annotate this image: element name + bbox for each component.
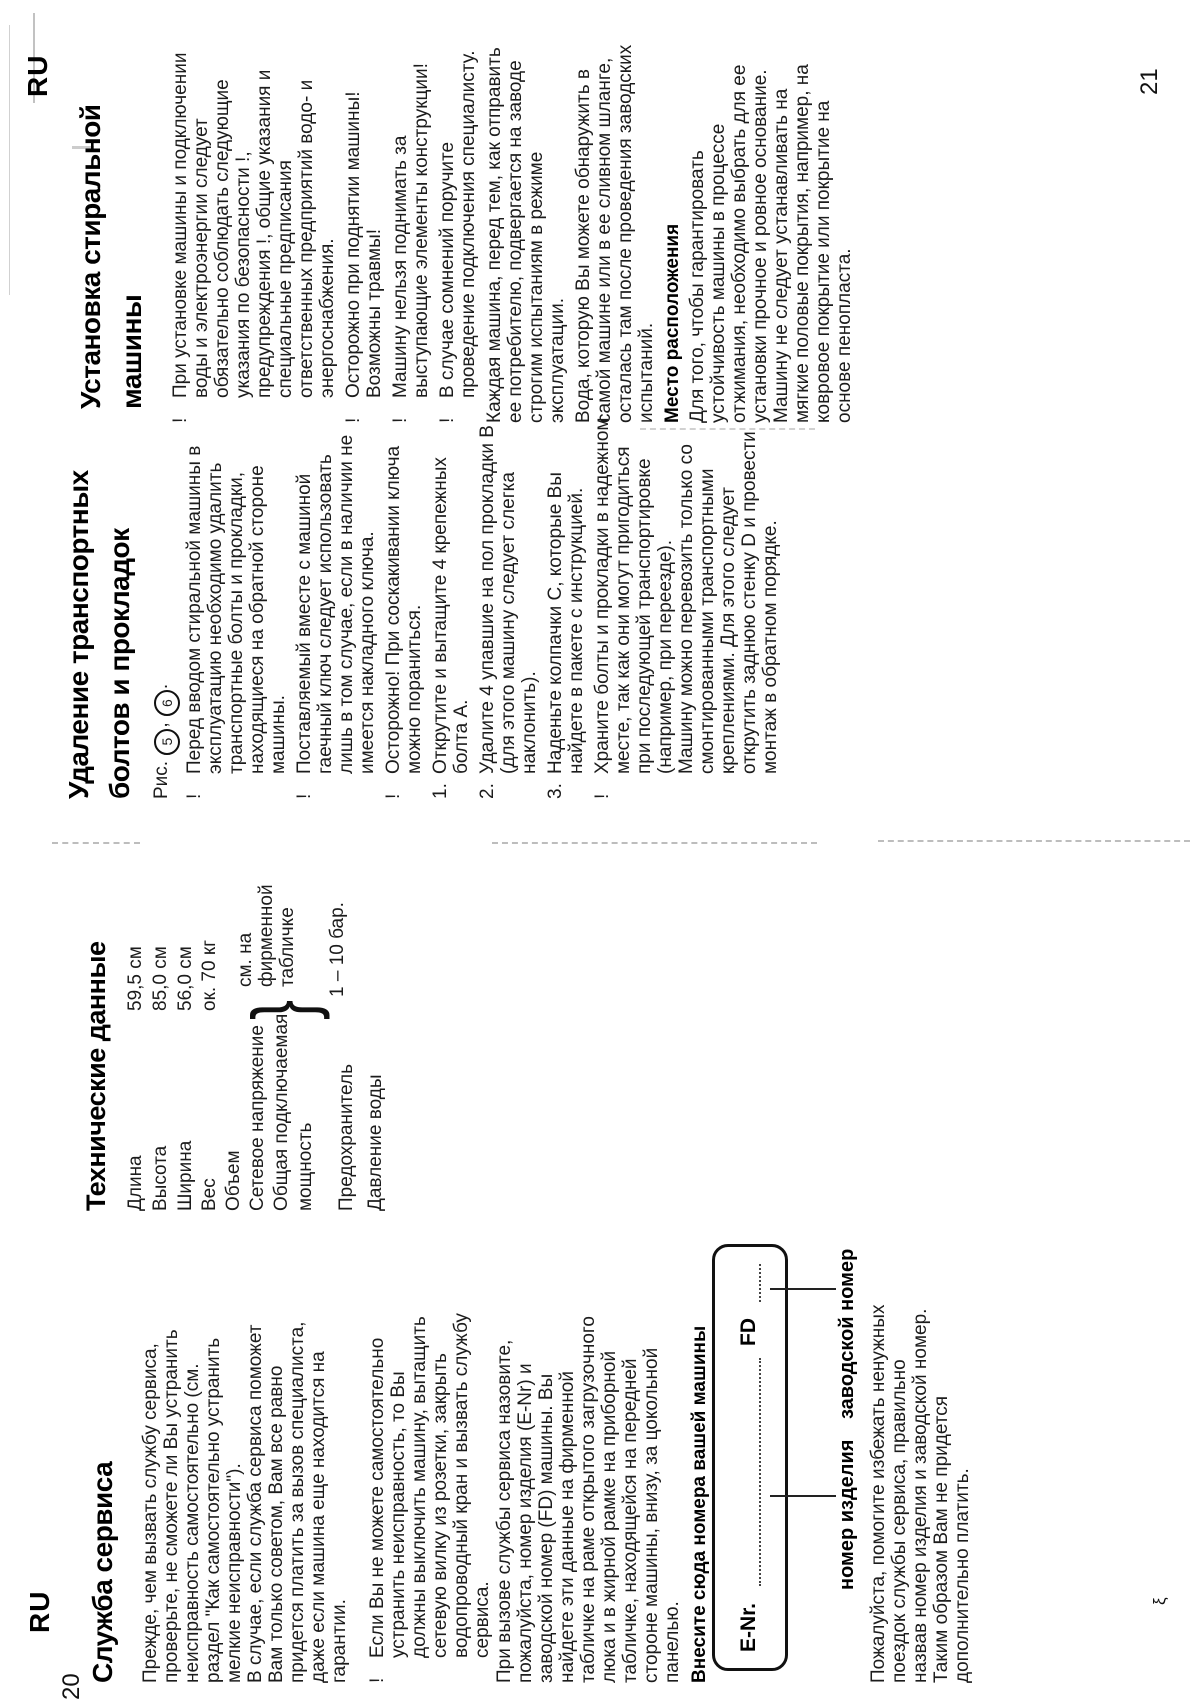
exclamation-bullet: ! bbox=[294, 793, 315, 799]
tech-label-pressure: Давление воды bbox=[365, 1074, 386, 1211]
tech-brace: } bbox=[235, 999, 331, 1020]
product-number-label: номер изделия bbox=[836, 1439, 858, 1590]
installation-title bbox=[70, 104, 152, 409]
tech-label-power-2: мощность bbox=[295, 1122, 316, 1211]
tech-label-length: Длина bbox=[125, 1155, 146, 1211]
transport-bolts-body bbox=[184, 419, 786, 799]
tech-value-pressure: 1 – 10 бар. bbox=[327, 902, 348, 997]
removal-step-3-text: Наденьте колпачки C, которые Вы найдете в пакете с инструкцией. bbox=[545, 472, 587, 774]
transport-bolts-title bbox=[58, 470, 140, 799]
tech-value-width: 56,0 см bbox=[175, 946, 196, 1011]
enter-numbers-label: Внесите сюда номера вашей машины bbox=[689, 1325, 710, 1683]
exclamation-bullet: ! bbox=[390, 417, 411, 423]
install-paragraph-7: Для того, чтобы гарантировать устойчивость машины в процессе отжимания, необходимо выбрать для ее установки прочное и ровное основание. Машину не следует устанавливать на мягкие половые покрытия, например, на ковровое покрытие или покрытие на основе пенопласта. bbox=[687, 64, 855, 423]
installation-section bbox=[70, 19, 870, 423]
serial-number-label: заводской номер bbox=[836, 1248, 858, 1419]
tech-label-volume: Объем bbox=[223, 1150, 244, 1211]
removal-step-2-text: Удалите 4 упавшие на пол прокладки B (для этого машину следует слегка наклонить). bbox=[477, 425, 540, 774]
figure-5-badge: 5 bbox=[154, 729, 180, 755]
service-paragraph-3: При вызове службы сервиса назовите, пожалуйста, номер изделия (E-Nr) и заводской номер (FD) машины. Вы найдете эти данные на фирменной табличке на раме открытого загрузочного люка и в жирной рамке на приборной табличке, находящейся на передней стороне машины, внизу, за цокольной панелью. bbox=[494, 1316, 683, 1683]
gutter-fold-line-middle bbox=[492, 842, 817, 844]
exclamation-bullet: ! bbox=[170, 417, 191, 423]
install-paragraph-1 bbox=[170, 19, 338, 423]
fd-label: FD bbox=[737, 1318, 760, 1346]
transport-bolts-title-line-1: Удаление транспортных bbox=[63, 470, 94, 799]
installation-body bbox=[170, 19, 860, 423]
technical-data-title: Технические данные bbox=[81, 941, 111, 1211]
tech-label-voltage: Сетевое напряжение bbox=[247, 1025, 268, 1211]
gutter-fold-line-top bbox=[52, 842, 140, 844]
install-paragraph-4-text: В случае сомнений поручите проведение подключения специалисту. bbox=[437, 50, 479, 398]
removal-paragraph-2-text: Поставляемый вместе с машиной гаечный ключ следует использовать лишь в том случае, если в наличии не имеется накладного ключа. bbox=[294, 434, 378, 774]
fd-fill-line bbox=[759, 1264, 761, 1302]
installation-title-line-1: Установка стиральной bbox=[75, 104, 106, 409]
language-marker-right: RU bbox=[22, 54, 53, 97]
removal-paragraph-4 bbox=[592, 419, 781, 799]
tech-label-weight: Вес bbox=[199, 1178, 220, 1211]
install-paragraph-4 bbox=[437, 19, 479, 423]
service-title: Служба сервиса bbox=[87, 1461, 118, 1683]
install-paragraph-1-text: При установке машины и подключении воды и электроэнергии следует обязательно соблюдать следующие указания по безопасности !, предупреждения !, общие указания и специальные предписания ответственных предприятий водо- и энергоснабжения. bbox=[170, 52, 338, 398]
tech-label-width: Ширина bbox=[175, 1140, 196, 1211]
transport-bolts-title-line-2: болтов и прокладок bbox=[104, 528, 135, 799]
exclamation-bullet: ! bbox=[367, 1677, 388, 1683]
removal-paragraph-4-text: Храните болты и прокладки в надежном месте, так как они могут пригодиться при последующей транспортировке (например, при переезде). Машину можно перевозить только со смонтированными транспортными креплениями. Для этого следует открутить заднюю стенку D и провести монтаж в обратном порядке. bbox=[592, 417, 781, 774]
removal-step-2 bbox=[477, 419, 540, 799]
exclamation-bullet: ! bbox=[184, 793, 205, 799]
figure-reference-label: Рис. bbox=[151, 760, 172, 799]
exclamation-bullet: ! bbox=[437, 417, 458, 423]
removal-step-3 bbox=[545, 419, 587, 799]
step-3-number: 3. bbox=[545, 783, 566, 799]
tech-label-height: Высота bbox=[150, 1145, 171, 1211]
tech-nameplate-value: см. на фирменной табличке bbox=[235, 884, 298, 987]
scan-edge-line bbox=[9, 25, 10, 295]
tech-label-power-1: Общая подключаемая bbox=[271, 1013, 292, 1211]
removal-step-1-text: Открутите и вытащите 4 крепежных болта A. bbox=[430, 457, 472, 774]
language-marker-left: RU bbox=[24, 1590, 55, 1633]
service-paragraph-2-text: Если Вы не можете самостоятельно устранить неисправность, то Вы должны выключить машину, вытащить сетевую вилку из розетки, закрыть водопроводный кран и вызвать службу сервиса. bbox=[367, 1313, 493, 1658]
service-paragraph-4: Пожалуйста, помогите избежать ненужных поездок службы сервиса, правильно назвав номер изделия и заводской номер. Таким образом Вам не придется дополнительно платить. bbox=[868, 1304, 973, 1683]
removal-paragraph-2 bbox=[294, 419, 378, 799]
page-number-left: 20 bbox=[58, 1673, 85, 1700]
removal-paragraph-1-text: Перед вводом стиральной машины в эксплуатацию необходимо удалить транспортные болты и прокладки, находящиеся на обратной стороне машины. bbox=[184, 445, 289, 774]
install-paragraph-2-text: Осторожно при поднятии машины! Возможны травмы! bbox=[343, 91, 385, 398]
leader-line-serial-number bbox=[770, 1288, 836, 1290]
tech-value-length: 59,5 см bbox=[125, 946, 146, 1011]
ink-squiggle-artifact: ξ bbox=[1150, 1597, 1169, 1605]
figure-reference bbox=[150, 684, 180, 799]
enr-label: E-Nr. bbox=[737, 1602, 760, 1652]
removal-step-1 bbox=[430, 419, 472, 799]
enr-fill-line bbox=[759, 1358, 761, 1586]
step-1-number: 1. bbox=[430, 783, 451, 799]
install-paragraph-2 bbox=[343, 19, 385, 423]
exclamation-bullet: ! bbox=[383, 793, 404, 799]
machine-numbers-box bbox=[712, 1244, 788, 1671]
figure-6-badge: 6 bbox=[154, 690, 180, 716]
install-paragraph-3 bbox=[390, 19, 432, 423]
technical-data-section bbox=[75, 816, 495, 1211]
leader-line-product-number bbox=[770, 1495, 836, 1497]
removal-paragraph-1 bbox=[184, 419, 289, 799]
service-paragraph-2 bbox=[367, 1221, 493, 1683]
service-section bbox=[82, 1221, 1082, 1683]
service-paragraph-1: Прежде, чем вызвать службу сервиса, проверьте, не сможете ли Вы устранить неисправность самостоятельно (см. раздел "Как самостоятельно устранить мелкие неисправности"). В случае, если служба сервиса поможет Вам только советом, Вам все равно придется платить за вызов специалиста, даже если машина еще находится на гарантии. bbox=[140, 1321, 350, 1683]
install-paragraph-3-text: Машину нельзя поднимать за выступающие элементы конструкции! bbox=[390, 63, 432, 398]
tech-label-fuse: Предохранитель bbox=[336, 1064, 357, 1211]
install-paragraph-6: Вода, которую Вы можете обнаружить в самой машине или в ее сливном шланге, осталась там после проведения заводских испытаний. bbox=[573, 44, 657, 423]
page-number-right: 21 bbox=[1136, 68, 1163, 95]
figure-period: . bbox=[151, 683, 172, 690]
exclamation-bullet: ! bbox=[592, 793, 613, 799]
install-paragraph-5: Каждая машина, перед тем, как отправить ее потребителю, подвергается на заводе строгим испытаниям в режиме эксплуатации. bbox=[484, 47, 568, 423]
step-2-number: 2. bbox=[477, 783, 498, 799]
removal-paragraph-3 bbox=[383, 419, 425, 799]
tech-value-weight: ок. 70 кг bbox=[199, 939, 220, 1011]
gutter-fold-line-bottom bbox=[878, 840, 1190, 842]
tech-value-height: 85,0 см bbox=[150, 946, 171, 1011]
transport-bolts-section bbox=[58, 419, 818, 799]
removal-paragraph-3-text: Осторожно! При соскакивании ключа можно пораниться. bbox=[383, 445, 425, 774]
figure-separator: , bbox=[151, 722, 172, 728]
installation-title-line-2: машины bbox=[116, 294, 147, 409]
exclamation-bullet: ! bbox=[343, 417, 364, 423]
location-subheading: Место расположения bbox=[662, 223, 683, 423]
